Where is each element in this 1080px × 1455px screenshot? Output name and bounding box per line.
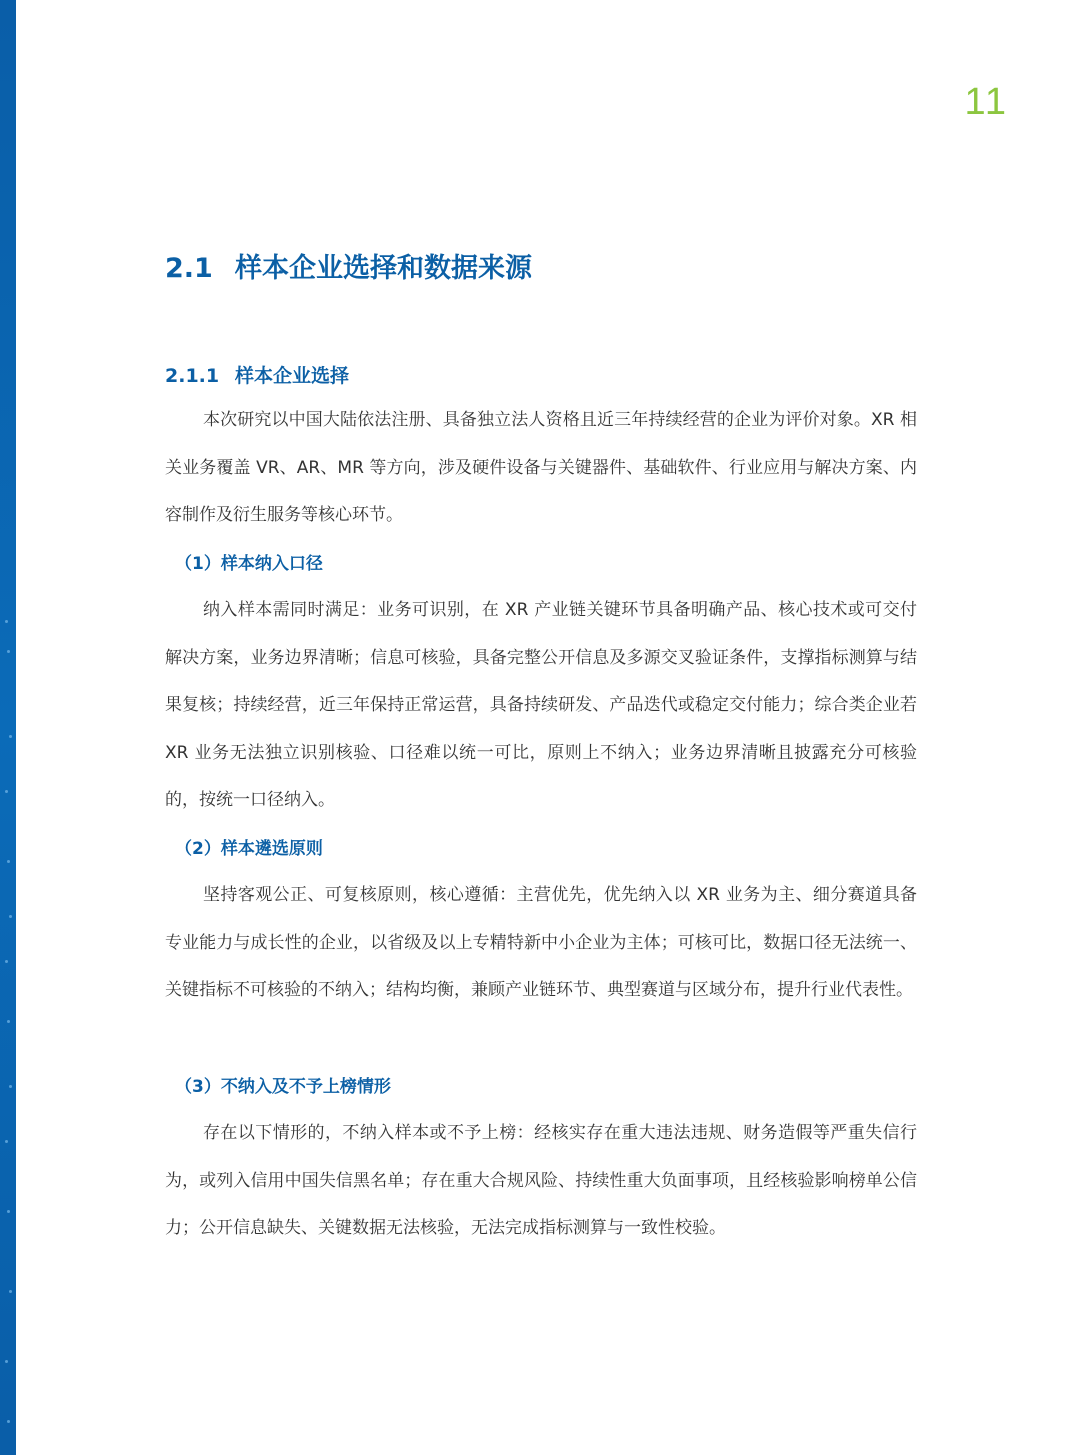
side-dot	[7, 860, 10, 863]
item-heading-exclusion: （3）不纳入及不予上榜情形	[175, 1077, 391, 1097]
section-title-text: 样本企业选择和数据来源	[235, 253, 532, 284]
side-dot	[5, 1360, 8, 1363]
side-decoration-dots	[0, 0, 16, 1455]
intro-paragraph: 本次研究以中国大陆依法注册、具备独立法人资格且近三年持续经营的企业为评价对象。XR 相关业务覆盖 VR、AR、MR 等方向，涉及硬件设备与关键器件、基础软件、行业应用与解决方案、内容制作及衍生服务等核心环节。	[165, 410, 917, 525]
side-dot	[7, 1420, 10, 1423]
item-paragraph-inclusion: 纳入样本需同时满足：业务可识别，在 XR 产业链关键环节具备明确产品、核心技术或可交付解决方案，业务边界清晰；信息可核验，具备完整公开信息及多源交叉验证条件，支撑指标测算与结果复核；持续经营，近三年保持正常运营，具备持续研发、产品迭代或稳定交付能力；综合类企业若 XR 业务无法独立识别核验、口径难以统一可比，原则上不纳入；业务边界清晰且披露充分可核验的，按统一口径纳入。	[165, 600, 917, 810]
subsection-title-text: 样本企业选择	[235, 365, 350, 387]
side-dot	[7, 650, 10, 653]
page-number: 11	[964, 81, 1008, 123]
side-dot	[7, 1210, 10, 1213]
side-dot	[9, 915, 12, 918]
item-heading-selection: （2）样本遴选原则	[175, 839, 323, 859]
side-dot	[9, 1290, 12, 1293]
subsection-number: 2.1.1	[165, 365, 220, 387]
side-dot	[7, 1020, 10, 1023]
side-dot	[5, 790, 8, 793]
section-title	[165, 249, 532, 289]
item-paragraph-selection: 坚持客观公正、可复核原则，核心遵循：主营优先，优先纳入以 XR 业务为主、细分赛道具备专业能力与成长性的企业，以省级及以上专精特新中小企业为主体；可核可比，数据口径无法统一、关键指标不可核验的不纳入；结构均衡，兼顾产业链环节、典型赛道与区域分布，提升行业代表性。	[165, 885, 917, 1000]
subsection-title	[165, 361, 349, 391]
section-number: 2.1	[165, 253, 213, 284]
side-dot	[9, 735, 12, 738]
item-heading-inclusion: （1）样本纳入口径	[175, 554, 323, 574]
side-dot	[5, 620, 8, 623]
side-dot	[9, 1085, 12, 1088]
side-dot	[5, 960, 8, 963]
side-dot	[5, 1140, 8, 1143]
item-paragraph-exclusion: 存在以下情形的，不纳入样本或不予上榜：经核实存在重大违法违规、财务造假等严重失信行为，或列入信用中国失信黑名单；存在重大合规风险、持续性重大负面事项，且经核验影响榜单公信力；公开信息缺失、关键数据无法核验，无法完成指标测算与一致性校验。	[165, 1123, 917, 1238]
